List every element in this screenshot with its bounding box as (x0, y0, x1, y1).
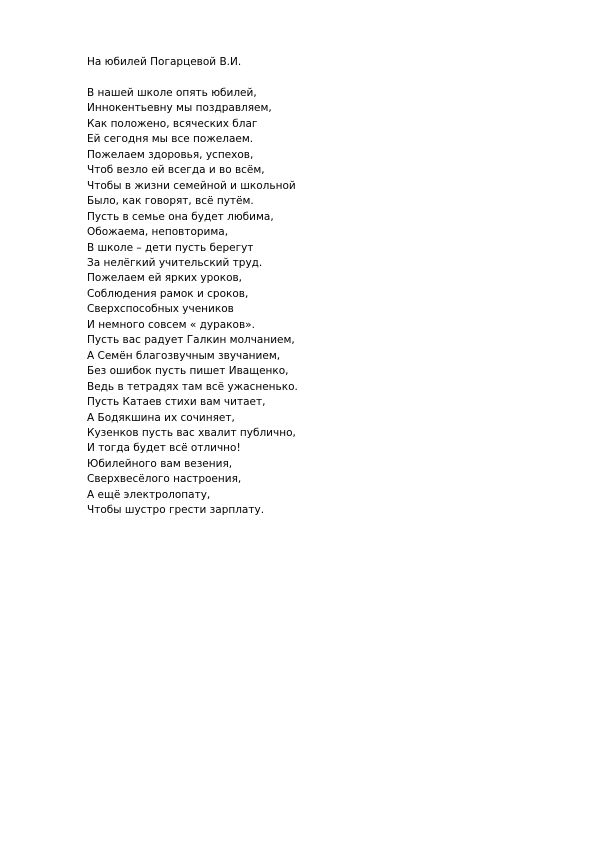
poem-line: Пожелаем здоровья, успехов, (87, 148, 254, 161)
poem-line: И тогда будет всё отлично! (87, 442, 241, 455)
poem-line: И немного совсем « дураков». (87, 318, 255, 331)
poem-line: Пусть Катаев стихи вам читает, (87, 396, 266, 409)
poem-line: В нашей школе опять юбилей, (87, 87, 257, 99)
poem-line: Пожелаем ей ярких уроков, (87, 272, 243, 285)
poem-line: Пусть в семье она будет любима, (87, 210, 274, 223)
poem-line: Чтобы в жизни семейной и школьной (87, 179, 296, 192)
poem-line: А Семён благозвучным звучанием, (87, 349, 281, 362)
poem-text (87, 86, 298, 519)
poem-line: А ещё электролопату, (87, 488, 211, 501)
poem-line: Пусть вас радует Галкин молчанием, (87, 334, 295, 347)
poem-line: Чтобы шустро грести зарплату. (87, 504, 265, 517)
poem-line: Было, как говорят, всё путём. (87, 195, 254, 208)
poem-line: Без ошибок пусть пишет Иващенко, (87, 365, 289, 378)
poem-line: Ей сегодня мы все пожелаем. (87, 133, 254, 146)
poem-line: За нелёгкий учительский труд. (87, 256, 263, 269)
poem-line: А Бодякшина их сочиняет, (87, 411, 235, 424)
poem-line: Кузенков пусть вас хвалит публично, (87, 426, 296, 439)
poem-line: Юбилейного вам везения, (87, 457, 233, 470)
poem-line: Сверхспособных учеников (87, 303, 234, 316)
poem-line: Иннокентьевну мы поздравляем, (87, 102, 272, 115)
poem-line: Как положено, всяческих благ (87, 117, 258, 130)
poem-line: Обожаема, неповторима, (87, 226, 229, 239)
poem-line: Соблюдения рамок и сроков, (87, 287, 249, 300)
poem-line: Чтоб везло ей всегда и во всём, (87, 164, 265, 177)
poem-line: Сверхвесёлого настроения, (87, 473, 242, 486)
document-title: На юбилей Погарцевой В.И. (87, 56, 242, 68)
poem-line: В школе – дети пусть берегут (87, 241, 254, 254)
poem-line: Ведь в тетрадях там всё ужасненько. (87, 380, 298, 393)
